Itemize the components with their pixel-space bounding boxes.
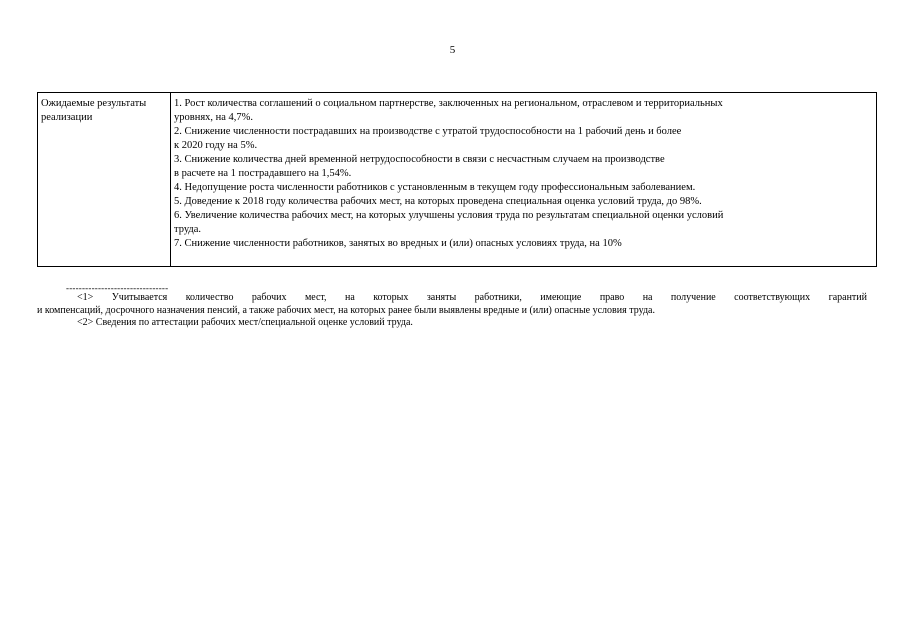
result-line: в расчете на 1 пострадавшего на 1,54%.: [174, 168, 352, 179]
result-line: 1. Рост количества соглашений о социальном партнерстве, заключенных на региональном, отраслевом и территориальных: [174, 98, 723, 109]
expected-results-table: [37, 92, 877, 267]
result-line: труда.: [174, 224, 202, 235]
row-label-cell: [38, 93, 171, 267]
footnote-1-continuation: [37, 305, 867, 318]
footnote-1-line-1: <1> Учитывается количество рабочих мест, на которых заняты работники, имеющие право на получение соответствующих гарантий: [77, 292, 867, 303]
result-line: 6. Увеличение количества рабочих мест, на которых улучшены условия труда по результатам специальной оценки условий: [174, 210, 724, 221]
row-label: Ожидаемые результаты реализации: [41, 98, 147, 123]
results-cell: [171, 93, 877, 267]
result-line: 3. Снижение количества дней временной нетрудоспособности в связи с несчастным случаем на производстве: [174, 154, 665, 165]
footnote-2: [37, 317, 867, 330]
table-row: [38, 93, 877, 267]
result-line: к 2020 году на 5%.: [174, 140, 258, 151]
result-line: 4. Недопущение роста численности работников с установленным в текущем году профессиональным заболеванием.: [174, 182, 696, 193]
footnotes: [37, 292, 867, 330]
footnote-2-text: <2> Сведения по аттестации рабочих мест/специальной оценке условий труда.: [77, 317, 413, 328]
result-line: 2. Снижение численности пострадавших на производстве с утратой трудоспособности на 1 рабочий день и более: [174, 126, 682, 137]
result-line: уровнях, на 4,7%.: [174, 112, 254, 123]
footnote-1-line-2: и компенсаций, досрочного назначения пенсий, а также рабочих мест, на которых ранее были выявлены вредные и (или) опасные условия труда.: [37, 304, 655, 316]
result-line: 7. Снижение численности работников, занятых во вредных и (или) опасных условиях труда, на 10%: [174, 238, 622, 249]
footnote-1: [37, 292, 867, 305]
footnote-separator: --------------------------------: [66, 283, 169, 293]
result-line: 5. Доведение к 2018 году количества рабочих мест, на которых проведена специальная оценка условий труда, до 98%.: [174, 196, 702, 207]
page-number: 5: [449, 44, 456, 56]
